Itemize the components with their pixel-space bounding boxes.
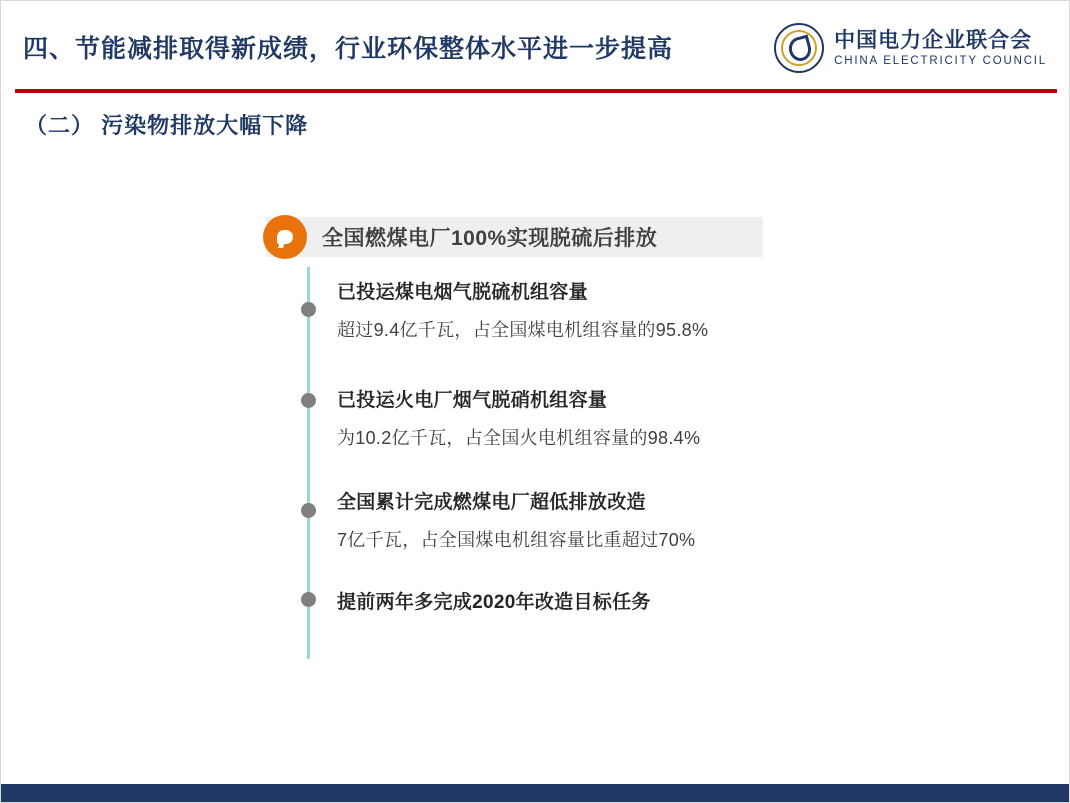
logo-text-group [834,29,1047,68]
highlight-banner [266,217,763,257]
timeline-dot [301,393,316,408]
slide-header [1,1,1069,89]
page-title: 四、节能减排取得新成绩，行业环保整体水平进一步提高 [23,35,674,63]
timeline-dot [301,592,316,607]
list-item-title: 提前两年多完成2020年改造目标任务 [337,592,651,613]
list-item [337,277,708,342]
timeline-dot [301,302,316,317]
list-item-title: 已投运煤电烟气脱硫机组容量 [337,282,588,303]
list-item-title: 已投运火电厂烟气脱硝机组容量 [337,390,608,411]
list-item-title: 全国累计完成燃煤电厂超低排放改造 [337,492,646,513]
speech-bubble-icon [263,215,307,259]
council-emblem-icon [774,23,824,73]
logo-chinese-name: 中国电力企业联合会 [834,28,1033,52]
organization-logo [774,21,1047,75]
header-divider [15,89,1057,93]
banner-label: 全国燃煤电厂100%实现脱硫后排放 [322,227,658,250]
list-item-desc: 7亿千瓦，占全国煤电机组容量比重超过70% [337,530,696,550]
footer-bar [1,784,1069,802]
logo-english-name: CHINA ELECTRICITY COUNCIL [834,54,1047,67]
list-item-desc: 为10.2亿千瓦，占全国火电机组容量的98.4% [337,428,701,448]
list-item-desc: 超过9.4亿千瓦，占全国煤电机组容量的95.8% [337,320,709,340]
timeline-dot [301,503,316,518]
list-item [337,385,700,450]
list-item [337,587,651,614]
section-title: （二） 污染物排放大幅下降 [25,113,309,138]
list-item [337,487,695,552]
